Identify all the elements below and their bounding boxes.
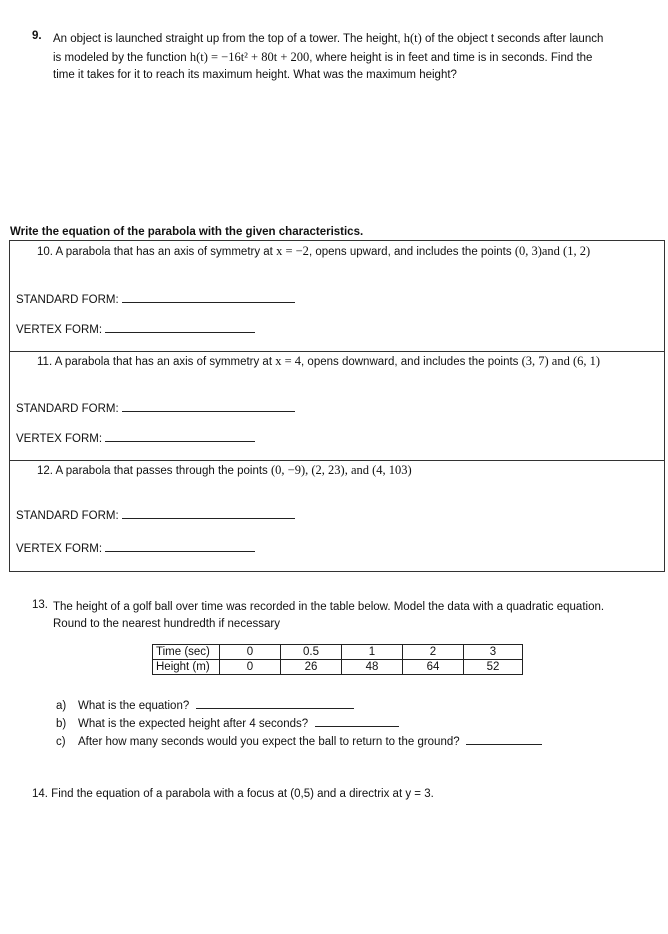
part-letter: b) <box>56 718 67 730</box>
q13-part-a <box>56 697 354 712</box>
q9-line2-a: is modeled by the function <box>53 51 190 64</box>
standard-form-label: STANDARD FORM: <box>16 294 119 306</box>
answer-blank[interactable] <box>196 697 354 709</box>
problem-11-vertex <box>16 430 255 445</box>
q13-number: 13. <box>32 599 48 611</box>
table-cell: 64 <box>403 660 464 675</box>
table-cell: 2 <box>403 645 464 660</box>
table-cell: 52 <box>464 660 523 675</box>
vertex-form-label: VERTEX FORM: <box>16 433 103 445</box>
table-cell: 0 <box>220 645 281 660</box>
q13-part-c <box>56 733 542 748</box>
q9-number: 9. <box>32 30 42 42</box>
part-text: After how many seconds would you expect the ball to return to the ground? <box>78 736 460 748</box>
q9-line2-b: , where height is in feet and time is in seconds. Find the <box>309 51 593 64</box>
problem-12-prompt <box>37 463 412 478</box>
q13-line1: The height of a golf ball over time was recorded in the table below. Model the data with a quadratic equation. <box>53 601 605 613</box>
problem-10-prompt <box>37 244 590 259</box>
answer-blank[interactable] <box>315 715 399 727</box>
q9-line3: time it takes for it to reach its maximum height. What was the maximum height? <box>53 69 457 81</box>
problem-10-standard <box>16 291 295 306</box>
time-header: Time (sec) <box>153 645 220 660</box>
vertex-form-label: VERTEX FORM: <box>16 543 103 555</box>
q9-function: h(t) = −16t² + 80t + 200 <box>189 49 310 64</box>
vertex-form-label: VERTEX FORM: <box>16 324 103 336</box>
problem-10-box <box>9 241 665 352</box>
table-cell: 0 <box>220 660 281 675</box>
problem-11-prompt-b: , opens downward, and includes the points <box>301 356 522 368</box>
table-cell: 3 <box>464 645 523 660</box>
standard-form-blank[interactable] <box>122 291 295 303</box>
part-text: What is the expected height after 4 seconds? <box>78 718 309 730</box>
q13-text <box>53 599 663 633</box>
problem-11-standard <box>16 400 295 415</box>
table-row <box>153 645 523 660</box>
vertex-form-blank[interactable] <box>105 540 255 552</box>
problem-11-box <box>9 352 665 461</box>
height-header: Height (m) <box>153 660 220 675</box>
answer-blank[interactable] <box>466 733 542 745</box>
part-letter: a) <box>56 700 67 712</box>
problem-10-prompt-b: , opens upward, and includes the points <box>308 246 515 258</box>
problem-11-points: (3, 7) and (6, 1) <box>521 354 601 368</box>
problem-10-prompt-a: 10. A parabola that has an axis of symmetry at <box>37 246 277 258</box>
problem-10-points: (0, 3)and (1, 2) <box>514 244 591 258</box>
vertex-form-blank[interactable] <box>105 321 255 333</box>
part-letter: c) <box>56 736 66 748</box>
vertex-form-blank[interactable] <box>105 430 255 442</box>
table-cell: 26 <box>281 660 342 675</box>
table-cell: 1 <box>342 645 403 660</box>
section-title: Write the equation of the parabola with the given characteristics. <box>10 226 364 238</box>
problem-11-axis: x = 4 <box>275 354 302 368</box>
q9-line1-a: An object is launched straight up from the top of a tower. The height, <box>53 33 404 45</box>
standard-form-label: STANDARD FORM: <box>16 403 119 415</box>
problem-11-prompt-a: 11. A parabola that has an axis of symmetry at <box>37 356 276 368</box>
standard-form-label: STANDARD FORM: <box>16 510 119 522</box>
golf-ball-table <box>152 644 523 675</box>
problem-12-prompt-a: 12. A parabola that passes through the points <box>37 465 272 477</box>
problem-10-vertex <box>16 321 255 336</box>
q13-line2: Round to the nearest hundredth if necessary <box>53 618 280 630</box>
q14-text: 14. Find the equation of a parabola with a focus at (0,5) and a directrix at y = 3. <box>32 788 434 800</box>
problem-12-points: (0, −9), (2, 23), and (4, 103) <box>271 463 412 477</box>
standard-form-blank[interactable] <box>122 400 295 412</box>
problem-12-standard <box>16 507 295 522</box>
problem-12-vertex <box>16 540 255 555</box>
problem-12-box <box>9 461 665 572</box>
q9-line1-b: of the object t seconds after launch <box>421 33 604 45</box>
table-cell: 0.5 <box>281 645 342 660</box>
standard-form-blank[interactable] <box>122 507 295 519</box>
q9-text <box>53 30 661 85</box>
problem-10-axis: x = −2 <box>276 244 309 258</box>
problem-11-prompt <box>37 354 600 369</box>
table-row <box>153 660 523 675</box>
q9-height-fn: h(t) <box>403 31 422 45</box>
q13-part-b <box>56 715 399 730</box>
part-text: What is the equation? <box>78 700 190 712</box>
table-cell: 48 <box>342 660 403 675</box>
